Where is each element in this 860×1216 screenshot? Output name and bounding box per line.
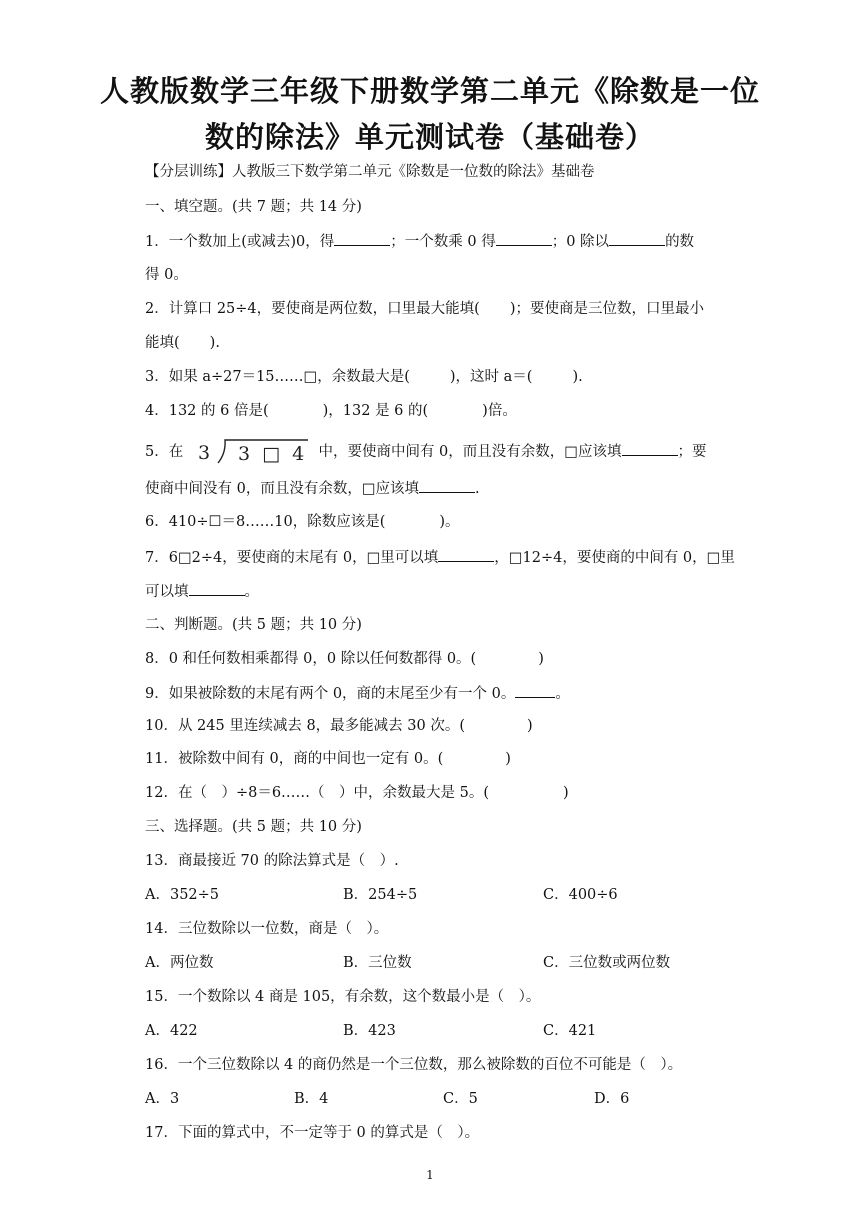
q11-text-a: 11．被除数中间有 0，商的中间也一定有 0。( [145, 751, 444, 767]
document-title-line-1: 人教版数学三年级下册数学第二单元《除数是一位 [99, 74, 760, 108]
q1-text-b: ；一个数乘 0 得 [390, 234, 496, 250]
q13-option-c[interactable]: C．400÷6 [543, 887, 618, 903]
q14-option-c[interactable]: C．三位数或两位数 [543, 955, 671, 971]
q4-text-c: )倍。 [482, 403, 517, 419]
page-number: 1 [426, 1168, 434, 1182]
long-division-figure [192, 437, 310, 467]
q9-text-a: 9．如果被除数的末尾有两个 0，商的末尾至少有一个 0。 [145, 686, 516, 702]
section-1-heading: 一、填空题。(共 7 题；共 14 分) [145, 199, 362, 215]
question-6 [145, 512, 460, 532]
q10-text-b: ) [527, 718, 533, 734]
q16-option-d[interactable]: D．6 [594, 1091, 630, 1107]
q2-text-d: ). [209, 335, 220, 351]
question-8 [145, 649, 544, 669]
q1-blank-3[interactable] [609, 231, 665, 246]
q3-text-c: ). [572, 369, 583, 385]
question-2-line-2 [145, 333, 220, 353]
question-17-stem: 17．下面的算式中，不一定等于 0 的算式是（ ）。 [145, 1125, 480, 1141]
question-12 [145, 783, 569, 803]
q6-text-a: 6．410÷☐＝8……10，除数应该是( [145, 514, 386, 530]
document-title-line-2: 数的除法》单元测试卷（基础卷） [204, 120, 655, 154]
q7-text-b: ，□12÷4，要使商的中间有 0，□里 [494, 550, 735, 566]
q6-text-b: )。 [439, 514, 460, 530]
q7-text-d: 。 [244, 584, 259, 600]
q13-option-a[interactable]: A．352÷5 [145, 887, 220, 903]
q4-text-a: 4．132 的 6 倍是( [145, 403, 269, 419]
q7-blank-2[interactable] [189, 581, 245, 596]
question-2-line-1 [145, 299, 704, 319]
question-11 [145, 749, 511, 769]
q15-option-b[interactable]: B．423 [343, 1023, 396, 1039]
question-15-stem: 15．一个数除以 4 商是 105，有余数，这个数最小是（ ）。 [145, 989, 541, 1005]
question-14-stem: 14．三位数除以一位数，商是（ ）。 [145, 921, 389, 937]
q10-text-a: 10．从 245 里连续减去 8，最多能减去 30 次。( [145, 718, 466, 734]
question-5-line-1 [145, 437, 707, 467]
q1-blank-2[interactable] [496, 231, 552, 246]
q2-text-a: 2．计算口 25÷4，要使商是两位数，口里最大能填( [145, 301, 480, 317]
q12-text-b: ) [563, 785, 569, 801]
divisor-digit: 3 [197, 442, 210, 464]
q7-text-a: 7．6□2÷4，要使商的末尾有 0，□里可以填 [145, 550, 439, 566]
question-4 [145, 401, 517, 421]
question-10 [145, 716, 533, 736]
q9-text-b: 。 [555, 686, 570, 702]
q5-text-b: 中，要使商中间有 0，而且没有余数，□应该填 [318, 444, 622, 460]
q14-option-b[interactable]: B．三位数 [343, 955, 412, 971]
q15-option-c[interactable]: C．421 [543, 1023, 597, 1039]
q8-text-b: ) [538, 651, 544, 667]
q7-blank-1[interactable] [438, 547, 494, 562]
q2-text-c: 能填( [145, 335, 180, 351]
q5-text-a: 5．在 [145, 444, 184, 460]
q9-blank[interactable] [515, 683, 555, 698]
q2-text-b: )；要使商是三位数，口里最小 [509, 301, 704, 317]
question-9 [145, 683, 570, 704]
q4-text-b: )，132 是 6 的( [322, 403, 429, 419]
question-7-line-2 [145, 581, 259, 602]
q5-text-d: 使商中间没有 0，而且没有余数，□应该填 [145, 481, 420, 497]
q15-option-a[interactable]: A．422 [145, 1023, 198, 1039]
q16-option-b[interactable]: B．4 [294, 1091, 329, 1107]
q1-blank-1[interactable] [334, 231, 390, 246]
q5-blank-2[interactable] [419, 478, 475, 493]
section-2-heading: 二、判断题。(共 5 题；共 10 分) [145, 617, 362, 633]
q1-text-c: ；0 除以 [551, 234, 610, 250]
q1-text-d: 的数 [665, 234, 695, 250]
subtitle: 【分层训练】人教版三下数学第二单元《除数是一位数的除法》基础卷 [145, 164, 595, 180]
q3-text-b: )，这时 a＝( [449, 369, 533, 385]
q5-text-c: ；要 [677, 444, 707, 460]
question-16-stem: 16．一个三位数除以 4 的商仍然是一个三位数，那么被除数的百位不可能是（ ）。 [145, 1057, 683, 1073]
q7-text-c: 可以填 [145, 584, 189, 600]
question-1-line-2: 得 0。 [145, 267, 188, 283]
q5-blank-1[interactable] [622, 441, 678, 456]
question-1-line-1 [145, 231, 694, 252]
q11-text-b: ) [505, 751, 511, 767]
q16-option-a[interactable]: A．3 [145, 1091, 180, 1107]
question-7-line-1 [145, 547, 735, 568]
question-5-line-2 [145, 478, 480, 499]
q12-text-a: 12．在（ ）÷8＝6……（ ）中，余数最大是 5。( [145, 785, 490, 801]
q14-option-a[interactable]: A．两位数 [145, 955, 214, 971]
q13-option-b[interactable]: B．254÷5 [343, 887, 418, 903]
question-3 [145, 367, 583, 387]
q16-option-c[interactable]: C．5 [443, 1091, 478, 1107]
q3-text-a: 3．如果 a÷27＝15……□，余数最大是( [145, 369, 410, 385]
q1-text-a: 1．一个数加上(或减去)0，得 [145, 234, 335, 250]
q8-text-a: 8．0 和任何数相乘都得 0，0 除以任何数都得 0。( [145, 651, 477, 667]
question-13-stem: 13．商最接近 70 的除法算式是（ ）. [145, 853, 399, 869]
q5-text-e: . [475, 481, 480, 497]
dividend-digits: 3 □ 4 [237, 443, 308, 465]
section-3-heading: 三、选择题。(共 5 题；共 10 分) [145, 819, 362, 835]
